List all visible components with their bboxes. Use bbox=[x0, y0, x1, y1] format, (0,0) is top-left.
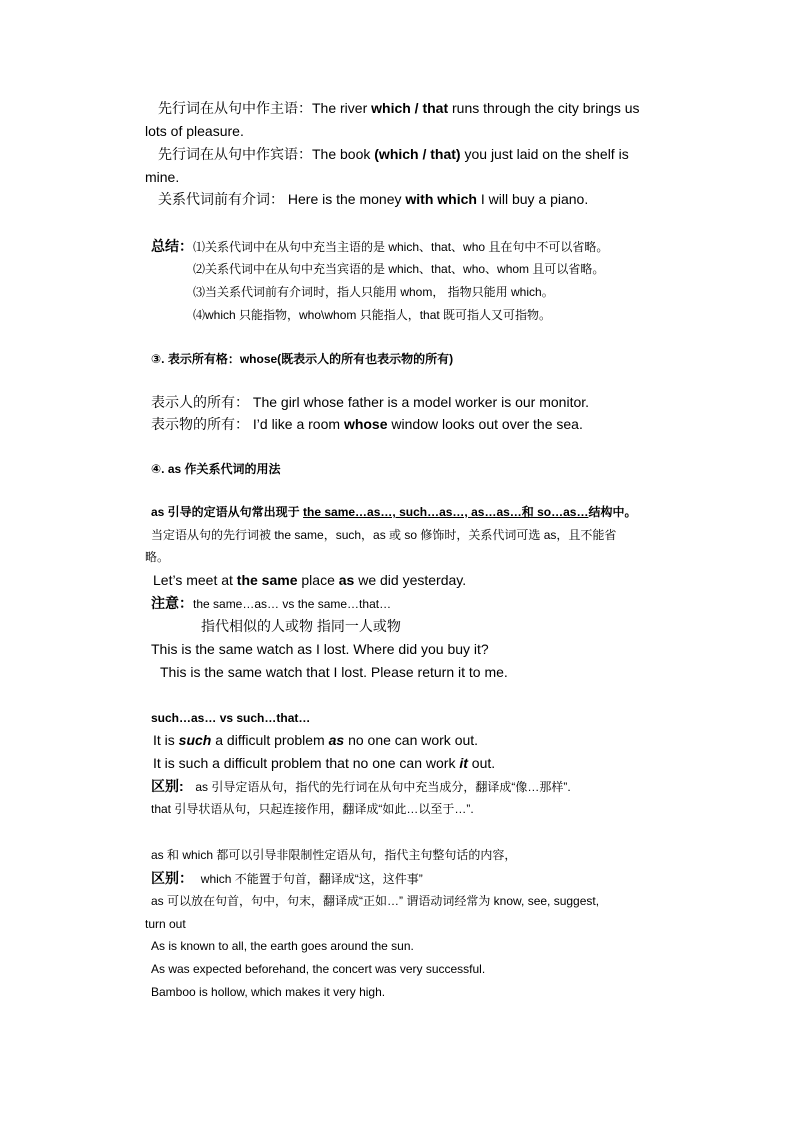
note-label: 注意： bbox=[151, 595, 193, 611]
text-line bbox=[158, 190, 588, 208]
text-line: 略。 bbox=[145, 550, 170, 564]
text: out. bbox=[467, 755, 496, 771]
text: 关系代词前有介词： Here is the money bbox=[158, 191, 406, 207]
bold-text: (which / that) bbox=[374, 146, 461, 162]
example-line: As was expected beforehand, the concert was very successful. bbox=[151, 962, 486, 976]
bold-text: which / that bbox=[371, 100, 449, 116]
example-line: Bamboo is hollow, which makes it very high. bbox=[151, 985, 386, 999]
text-line bbox=[158, 99, 640, 117]
text-line bbox=[153, 731, 478, 749]
bold-text: whose bbox=[343, 416, 388, 432]
text-line: 表示人的所有： The girl whose father is a model worker is our monitor. bbox=[151, 394, 590, 410]
summary-item: ⑵关系代词中在从句中充当宾语的是 which、that、who、whom 且可以省略。 bbox=[193, 262, 605, 276]
text-line: as 可以放在句首，句中，句末，翻译成“正如…” 谓语动词经常为 know, see, suggest, bbox=[151, 894, 600, 908]
note-line bbox=[151, 594, 391, 613]
text-line: mine. bbox=[145, 169, 180, 185]
text: 表示物的所有： I’d like a room bbox=[151, 416, 344, 432]
summary-item: ⑴关系代词中在从句中充当主语的是 which、that、who 且在句中不可以省略。 bbox=[193, 240, 609, 254]
text: no one can work out. bbox=[344, 732, 479, 748]
text-line bbox=[151, 777, 571, 796]
bold-text: the same bbox=[236, 572, 298, 588]
text: I will buy a piano. bbox=[476, 191, 589, 207]
summary-line bbox=[151, 237, 608, 256]
text-line bbox=[151, 415, 583, 433]
text-line: that 引导状语从句，只起连接作用，翻译成“如此…以至于…”. bbox=[151, 802, 474, 816]
note-text: the same…as… vs the same…that… bbox=[193, 597, 392, 611]
bold-italic-text: it bbox=[459, 755, 468, 771]
text-line bbox=[153, 571, 466, 589]
bold-italic-text: as bbox=[328, 732, 345, 748]
text-line: This is the same watch as I lost. Where did you buy it? bbox=[151, 641, 489, 657]
summary-label: 总结： bbox=[151, 238, 193, 254]
diff-label: 区别: bbox=[151, 778, 184, 794]
text: It is bbox=[153, 732, 179, 748]
text: as 引导定语从句，指代的先行词在从句中充当成分，翻译成“像…那样”. bbox=[195, 780, 571, 794]
text-line: lots of pleasure. bbox=[145, 123, 244, 139]
summary-item: ⑷which 只能指物，who\whom 只能指人，that 既可指人又可指物。 bbox=[193, 308, 552, 322]
text-line bbox=[158, 145, 629, 163]
bold-italic-text: such bbox=[178, 732, 212, 748]
section-heading: ④. as 作关系代词的用法 bbox=[151, 462, 281, 476]
text: which 不能置于句首，翻译成“这，这件事” bbox=[200, 872, 423, 886]
section-heading: ③. 表示所有格：whose(既表示人的所有也表示物的所有) bbox=[151, 352, 454, 366]
text-line bbox=[153, 754, 495, 772]
text-line bbox=[151, 503, 637, 521]
section-heading: such…as… vs such…that… bbox=[151, 711, 311, 725]
text: you just laid on the shelf is bbox=[460, 146, 629, 162]
text: a difficult problem bbox=[211, 732, 329, 748]
text-line: as 和 which 都可以引导非限制性定语从句，指代主句整句话的内容， bbox=[151, 848, 517, 862]
example-line: As is known to all, the earth goes around the sun. bbox=[151, 939, 414, 953]
text: 结构中。 bbox=[588, 505, 637, 519]
text-line bbox=[151, 869, 423, 888]
text-line: turn out bbox=[145, 917, 186, 931]
text: Let’s meet at bbox=[153, 572, 237, 588]
text: 先行词在从句中作宾语：The book bbox=[158, 146, 375, 162]
text-line: This is the same watch that I lost. Please return it to me. bbox=[160, 664, 508, 680]
text: runs through the city brings us bbox=[448, 100, 640, 116]
text-line: 指代相似的人或物 指同一人或物 bbox=[201, 618, 401, 634]
text: we did yesterday. bbox=[354, 572, 467, 588]
text: 先行词在从句中作主语：The river bbox=[158, 100, 372, 116]
text: window looks out over the sea. bbox=[387, 416, 583, 432]
text-line: 当定语从句的先行词被 the same，such，as 或 so 修饰时，关系代词可选 as，且不能省 bbox=[151, 528, 617, 542]
summary-item: ⑶当关系代词前有介词时，指人只能用 whom， 指物只能用 which。 bbox=[193, 285, 554, 299]
text: as 引导的定语从句常出现于 bbox=[151, 505, 304, 519]
text: place bbox=[297, 572, 339, 588]
underlined-text: the same…as…, such…as…, as…as…和 so…as… bbox=[303, 505, 589, 519]
diff-label: 区别： bbox=[151, 870, 193, 886]
bold-text: with which bbox=[405, 191, 477, 207]
bold-text: as bbox=[338, 572, 355, 588]
text: It is such a difficult problem that no one can work bbox=[153, 755, 460, 771]
